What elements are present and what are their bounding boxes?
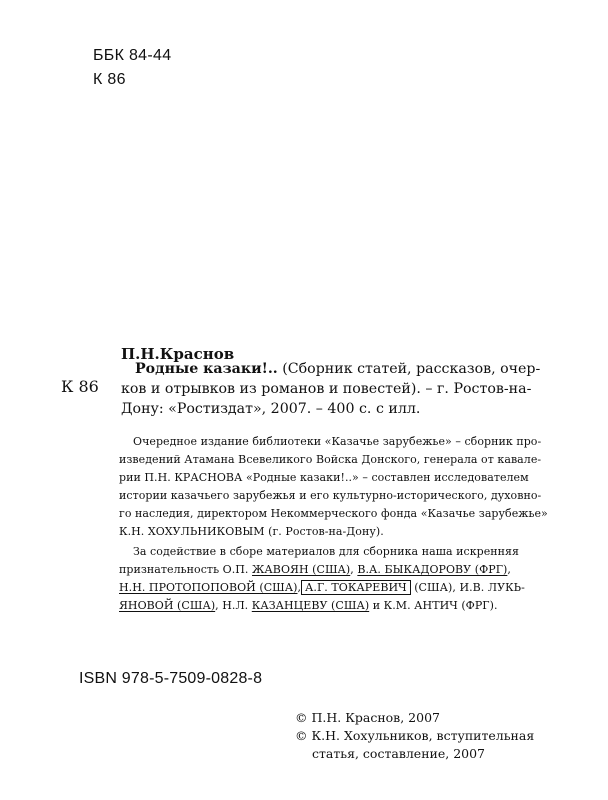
- bib-line-2: ков и отрывков из романов и повестей). – г. Ростов-на-: [121, 381, 532, 397]
- thanks-text: ,: [350, 563, 358, 576]
- copyright-line: © К.Н. Хохульников, вступительная: [295, 728, 535, 743]
- author-mark: К 86: [93, 71, 126, 88]
- thanks-text: признательность О.П.: [119, 563, 253, 576]
- thanks-name: ЯНОВОЙ (США): [119, 599, 216, 612]
- bib-author: П.Н.Краснов: [121, 345, 235, 363]
- thanks-name: КАЗАНЦЕВУ (США): [251, 599, 370, 612]
- thanks-line: За содействие в сборе материалов для сборника наша искренняя: [133, 545, 520, 558]
- bib-line-1-rest: (Сборник статей, рассказов, очер-: [282, 361, 541, 377]
- copyright-line: © П.Н. Краснов, 2007: [295, 710, 440, 725]
- thanks-text: ,: [297, 581, 302, 594]
- annotation-line: Очередное издание библиотеки «Казачье зарубежье» – сборник про-: [133, 435, 542, 448]
- thanks-text: (США), И.В. ЛУКЬ-: [410, 581, 525, 594]
- bib-line-3: Дону: «Ростиздат», 2007. – 400 с. с илл.: [121, 401, 421, 417]
- bib-margin-code: К 86: [61, 377, 99, 396]
- thanks-text: и К.М. АНТИЧ (ФРГ).: [369, 599, 498, 612]
- thanks-line: [119, 561, 511, 579]
- copyright-line: статья, составление, 2007: [312, 746, 486, 761]
- bib-title: Родные казаки!..: [135, 361, 278, 377]
- thanks-line: [119, 597, 498, 615]
- thanks-name: Н.Н. ПРОТОПОПОВОЙ (США): [119, 581, 298, 594]
- thanks-line: [119, 579, 525, 597]
- annotation-line: рии П.Н. КРАСНОВА «Родные казаки!..» – составлен исследователем: [119, 471, 529, 484]
- thanks-name: В.А. БЫКАДОРОВУ (ФРГ): [357, 563, 508, 576]
- thanks-text: , Н.Л.: [215, 599, 252, 612]
- annotation-line: го наследия, директором Некоммерческого фонда «Казачье зарубежье»: [119, 507, 548, 520]
- isbn: ISBN 978-5-7509-0828-8: [79, 670, 263, 687]
- thanks-name: ЖАВОЯН (США): [252, 563, 351, 576]
- thanks-name-boxed: А.Г. ТОКАРЕВИЧ: [301, 580, 411, 595]
- annotation-line: К.Н. ХОХУЛЬНИКОВЫМ (г. Ростов-на-Дону).: [119, 525, 384, 538]
- bib-line-1: [121, 360, 539, 379]
- thanks-text: ,: [507, 563, 511, 576]
- annotation-line: изведений Атамана Всевеликого Войска Донского, генерала от кавале-: [119, 453, 542, 466]
- bbk-index: ББК 84-44: [93, 47, 172, 64]
- annotation-line: истории казачьего зарубежья и его культурно-исторического, духовно-: [119, 489, 542, 502]
